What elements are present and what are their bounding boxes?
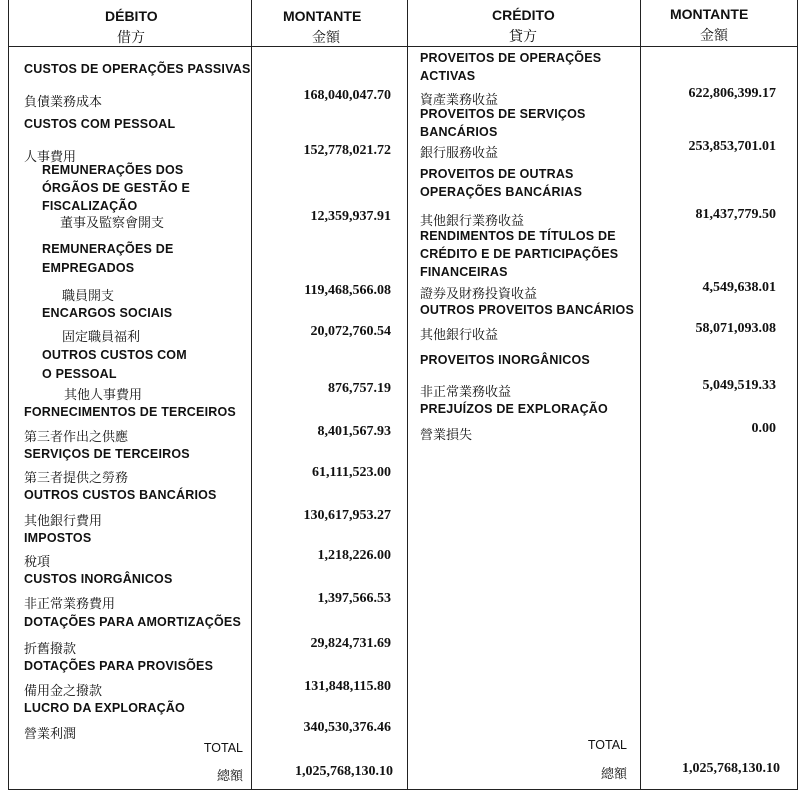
debit-item-pt: REMUNERAÇÕES DOS ÓRGÃOS DE GESTÃO E FISCALIZAÇÃO xyxy=(42,163,191,213)
credit-item-pt: PROVEITOS INORGÂNICOS xyxy=(420,353,590,367)
credit-item-pt: PREJUÍZOS DE EXPLORAÇÃO xyxy=(420,402,608,416)
credit-amount: 0.00 xyxy=(751,421,776,436)
debit-item-zh: 固定職員福利 xyxy=(62,330,141,345)
debit-amount: 61,111,523.00 xyxy=(312,465,391,480)
debit-item-pt: OUTROS CUSTOS COM O PESSOAL xyxy=(42,348,187,381)
debit-amount: 29,824,731.69 xyxy=(310,636,391,651)
credit-item-zh: 證券及財務投資收益 xyxy=(420,287,538,302)
credit-item-pt: PROVEITOS DE OPERAÇÕES ACTIVAS xyxy=(420,51,602,83)
debit-amount: 168,040,047.70 xyxy=(303,88,391,103)
column-divider xyxy=(640,0,641,790)
credit-item-zh: 其他銀行業務收益 xyxy=(420,214,525,229)
debit-item-zh: 折舊撥款 xyxy=(24,642,77,657)
debit-item-zh: 人事費用 xyxy=(24,150,77,165)
debit-item-zh: 其他銀行費用 xyxy=(24,514,103,529)
header-amount-zh: 金額 xyxy=(700,28,728,44)
debit-total-amount: 1,025,768,130.10 xyxy=(295,764,393,779)
header-credit-zh: 貸方 xyxy=(509,29,537,45)
bottom-border xyxy=(8,789,798,790)
header-debit-zh: 借方 xyxy=(117,30,145,46)
debit-item-pt: LUCRO DA EXPLORAÇÃO xyxy=(24,701,185,715)
header-amount-pt: MONTANTE xyxy=(283,8,362,24)
debit-item-zh: 稅項 xyxy=(24,555,51,570)
column-divider xyxy=(8,0,9,790)
header-credit-pt: CRÉDITO xyxy=(492,7,555,23)
debit-item-pt: DOTAÇÕES PARA AMORTIZAÇÕES xyxy=(24,615,242,629)
credit-amount: 622,806,399.17 xyxy=(688,86,776,101)
credit-amount: 5,049,519.33 xyxy=(702,378,776,393)
credit-item-zh: 銀行服務收益 xyxy=(420,146,499,161)
debit-item-pt: DOTAÇÕES PARA PROVISÕES xyxy=(24,659,214,673)
debit-amount: 1,397,566.53 xyxy=(317,591,391,606)
debit-amount: 130,617,953.27 xyxy=(303,508,391,523)
debit-item-zh: 第三者提供之勞務 xyxy=(24,471,129,486)
debit-amount: 8,401,567.93 xyxy=(317,424,391,439)
debit-item-zh: 第三者作出之供應 xyxy=(24,430,129,445)
debit-amount: 119,468,566.08 xyxy=(304,283,391,298)
debit-total-label-pt: TOTAL xyxy=(203,741,243,755)
credit-amount: 253,853,701.01 xyxy=(688,139,776,154)
debit-amount: 12,359,937.91 xyxy=(310,209,391,224)
debit-item-pt: IMPOSTOS xyxy=(24,531,92,545)
header-amount-zh: 金額 xyxy=(312,30,340,46)
credit-item-zh: 其他銀行收益 xyxy=(420,328,499,343)
debit-item-zh: 職員開支 xyxy=(62,289,115,304)
credit-item-pt: PROVEITOS DE OUTRAS OPERAÇÕES BANCÁRIAS xyxy=(420,167,583,199)
debit-item-zh: 其他人事費用 xyxy=(64,388,143,403)
debit-item-pt: CUSTOS COM PESSOAL xyxy=(24,117,176,131)
debit-item-pt: REMUNERAÇÕES DE EMPREGADOS xyxy=(42,242,174,275)
header-debit-pt: DÉBITO xyxy=(105,8,158,24)
debit-item-pt: SERVIÇOS DE TERCEIROS xyxy=(24,447,190,461)
credit-item-pt: OUTROS PROVEITOS BANCÁRIOS xyxy=(420,303,635,317)
debit-item-zh: 非正常業務費用 xyxy=(24,597,116,612)
debit-amount: 340,530,376.46 xyxy=(303,720,391,735)
debit-item-pt: CUSTOS INORGÂNICOS xyxy=(24,572,173,586)
debit-item-zh: 備用金之撥款 xyxy=(24,684,103,699)
debit-item-pt: ENCARGOS SOCIAIS xyxy=(42,306,173,320)
credit-amount: 81,437,779.50 xyxy=(695,207,776,222)
debit-amount: 876,757.19 xyxy=(328,381,391,396)
credit-amount: 58,071,093.08 xyxy=(695,321,776,336)
debit-item-pt: OUTROS CUSTOS BANCÁRIOS xyxy=(24,488,217,502)
column-divider xyxy=(407,0,408,790)
debit-item-zh: 營業利潤 xyxy=(24,727,77,742)
credit-item-zh: 營業損失 xyxy=(420,428,473,443)
column-divider xyxy=(251,0,252,790)
credit-item-zh: 非正常業務收益 xyxy=(420,385,512,400)
credit-amount: 4,549,638.01 xyxy=(702,280,776,295)
header-amount-pt: MONTANTE xyxy=(670,6,749,22)
debit-amount: 152,778,021.72 xyxy=(303,143,391,158)
column-divider xyxy=(797,0,798,790)
credit-item-pt: RENDIMENTOS DE TÍTULOS DE CRÉDITO E DE PARTICIPAÇÕES FINANCEIRAS xyxy=(420,229,619,279)
debit-total-label-zh: 總額 xyxy=(216,769,243,784)
debit-item-zh: 董事及監察會開支 xyxy=(60,216,165,231)
debit-amount: 131,848,115.80 xyxy=(304,679,391,694)
credit-total-label-pt: TOTAL xyxy=(587,738,627,752)
credit-item-pt: PROVEITOS DE SERVIÇOS BANCÁRIOS xyxy=(420,107,586,139)
credit-item-zh: 資產業務收益 xyxy=(420,93,499,108)
debit-item-zh: 負債業務成本 xyxy=(24,95,103,110)
debit-amount: 1,218,226.00 xyxy=(317,548,391,563)
debit-item-pt: CUSTOS DE OPERAÇÕES PASSIVAS xyxy=(24,62,251,76)
debit-item-pt: FORNECIMENTOS DE TERCEIROS xyxy=(24,405,236,419)
credit-total-label-zh: 總額 xyxy=(600,767,627,782)
credit-total-amount: 1,025,768,130.10 xyxy=(682,761,780,776)
debit-amount: 20,072,760.54 xyxy=(310,324,391,339)
